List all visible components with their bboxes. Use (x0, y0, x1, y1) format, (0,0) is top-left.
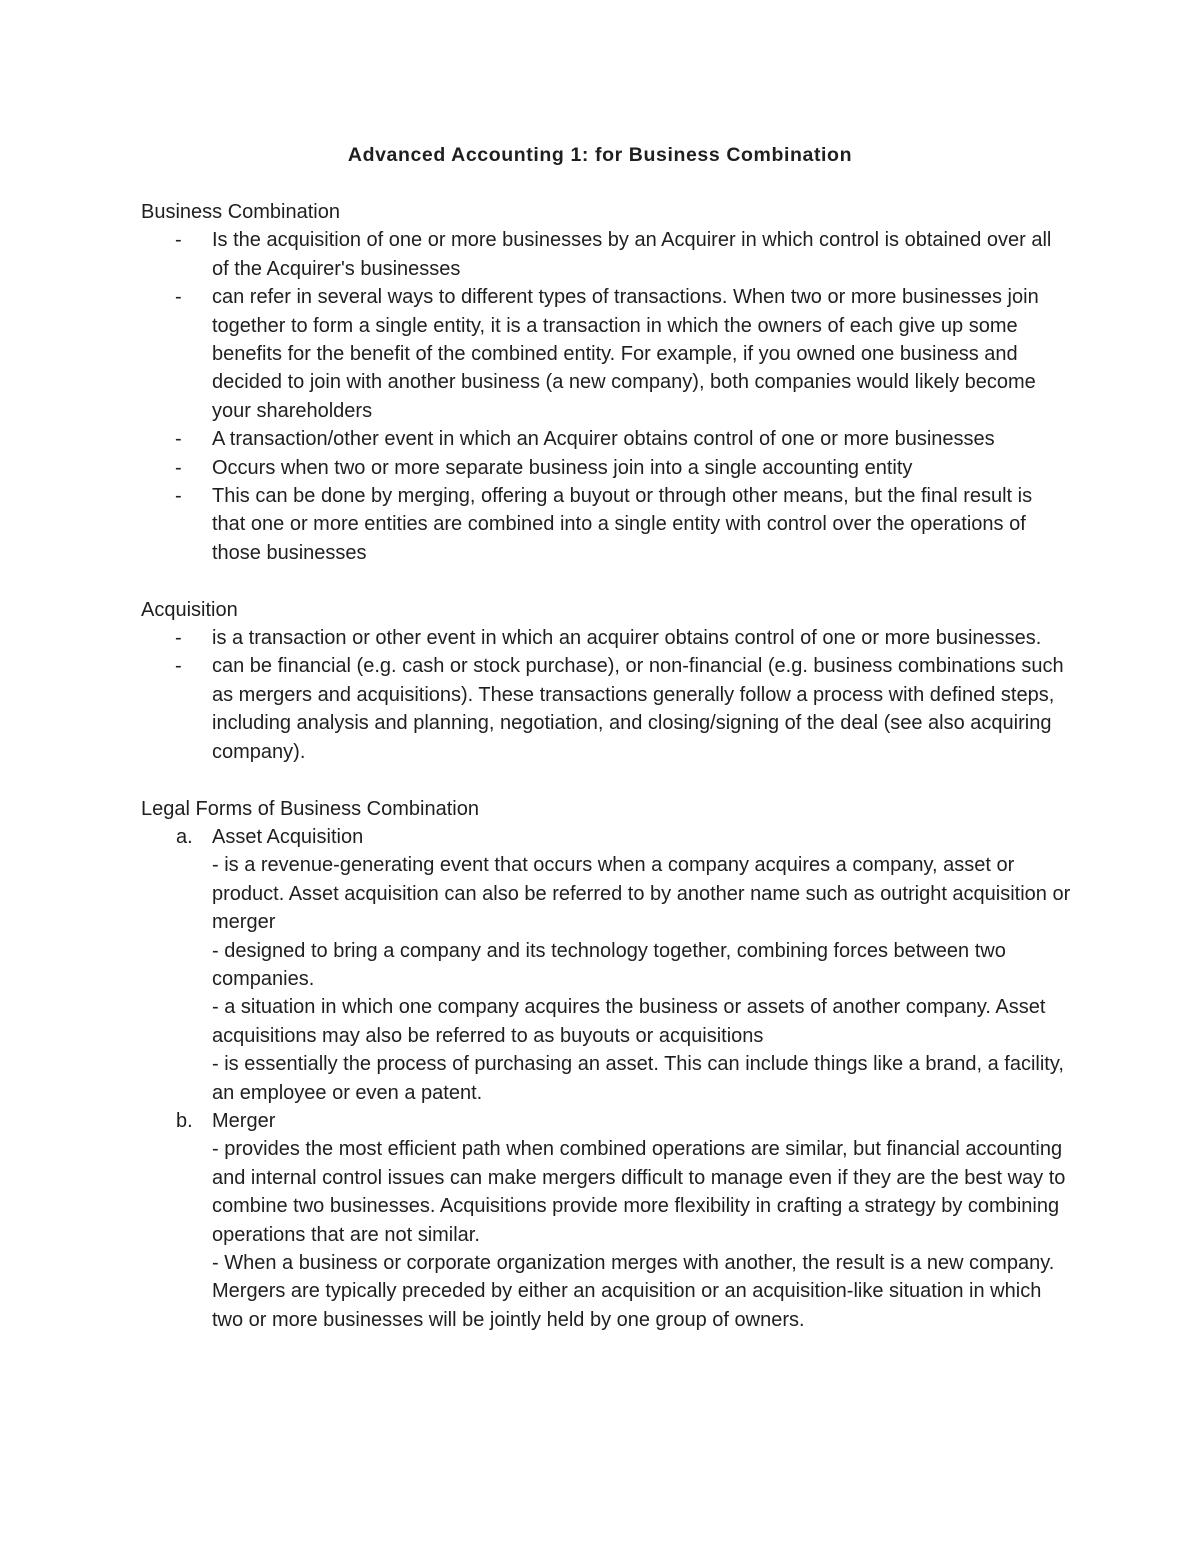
legal-form-label: Asset Acquisition (212, 825, 364, 848)
list-item-text: This can be done by merging, offering a buyout or through other means, but the final result is that one or more entities are combined into a single entity with control over the operations of those businesses (212, 485, 1033, 564)
legal-form-asset-acquisition (141, 823, 1071, 1107)
section-heading-legal-forms: Legal Forms of Business Combination (141, 797, 479, 820)
list-item-text: can be financial (e.g. cash or stock purchase), or non-financial (e.g. business combinations such as mergers and acquisitions). These transactions generally follow a process with defined steps, including analysis and planning, negotiation, and closing/signing of the deal (see also acquiring company). (212, 655, 1064, 763)
dash-bullet: - (175, 456, 182, 479)
legal-form-label: Merger (212, 1109, 276, 1132)
section-acquisition (141, 596, 1071, 766)
section-spacer (141, 766, 1071, 794)
dash-bullet: - (175, 627, 182, 650)
list-item-text: Is the acquisition of one or more businesses by an Acquirer in which control is obtained over all of the Acquirer's businesses (212, 229, 1052, 280)
business-combination-list (141, 226, 1071, 567)
legal-form-merger (141, 1107, 1071, 1334)
legal-form-point: - designed to bring a company and its technology together, combining forces between two companies. (212, 939, 1006, 990)
section-heading-acquisition: Acquisition (141, 598, 238, 621)
list-item (141, 454, 1071, 482)
section-business-combination (141, 198, 1071, 567)
list-marker-a: a. (176, 825, 193, 848)
document-body (141, 198, 1071, 1334)
legal-form-point: - When a business or corporate organization merges with another, the result is a new company. Mergers are typically preceded by either an acquisition or an acquisition-like situation in which two or more businesses will be jointly held by one group of owners. (212, 1252, 1055, 1331)
legal-form-point: - is a revenue-generating event that occurs when a company acquires a company, asset or product. Asset acquisition can also be referred to by another name such as outright acquisition or merger (212, 854, 1071, 934)
legal-form-point: - a situation in which one company acquires the business or assets of another company. Asset acquisitions may also be referred to as buyouts or acquisitions (212, 996, 1046, 1047)
legal-form-point: - is essentially the process of purchasing an asset. This can include things like a brand, a facility, an employee or even a patent. (212, 1053, 1064, 1104)
dash-bullet: - (175, 655, 182, 678)
section-spacer (141, 567, 1071, 595)
list-item-text: A transaction/other event in which an Acquirer obtains control of one or more businesses (212, 428, 995, 451)
legal-form-point: - provides the most efficient path when combined operations are similar, but financial accounting and internal control issues can make mergers difficult to manage even if they are the best way to combine two businesses. Acquisitions provide more flexibility in crafting a strategy by combining operations that are not similar. (212, 1138, 1066, 1246)
list-item-text: Occurs when two or more separate business join into a single accounting entity (212, 456, 913, 479)
document-title: Advanced Accounting 1: for Business Combination (347, 144, 853, 166)
list-item (141, 482, 1071, 567)
list-item (141, 425, 1071, 453)
list-item-text: is a transaction or other event in which an acquirer obtains control of one or more businesses. (212, 627, 1042, 650)
list-item-text: can refer in several ways to different types of transactions. When two or more businesses join together to form a single entity, it is a transaction in which the owners of each give up some benefits for the benefit of the combined entity. For example, if you owned one business and decided to join with another business (a new company), both companies would likely become your shareholders (212, 286, 1039, 422)
section-legal-forms (141, 795, 1071, 1335)
legal-forms-list (141, 823, 1071, 1334)
section-heading-business-combination: Business Combination (141, 201, 340, 223)
list-item (141, 624, 1071, 652)
list-item (141, 283, 1071, 425)
dash-bullet: - (175, 485, 182, 508)
list-item (141, 652, 1071, 766)
dash-bullet: - (175, 229, 182, 252)
acquisition-list (141, 624, 1071, 766)
dash-bullet: - (175, 428, 182, 451)
list-marker-b: b. (176, 1109, 193, 1132)
dash-bullet: - (175, 286, 182, 309)
list-item (141, 226, 1071, 283)
